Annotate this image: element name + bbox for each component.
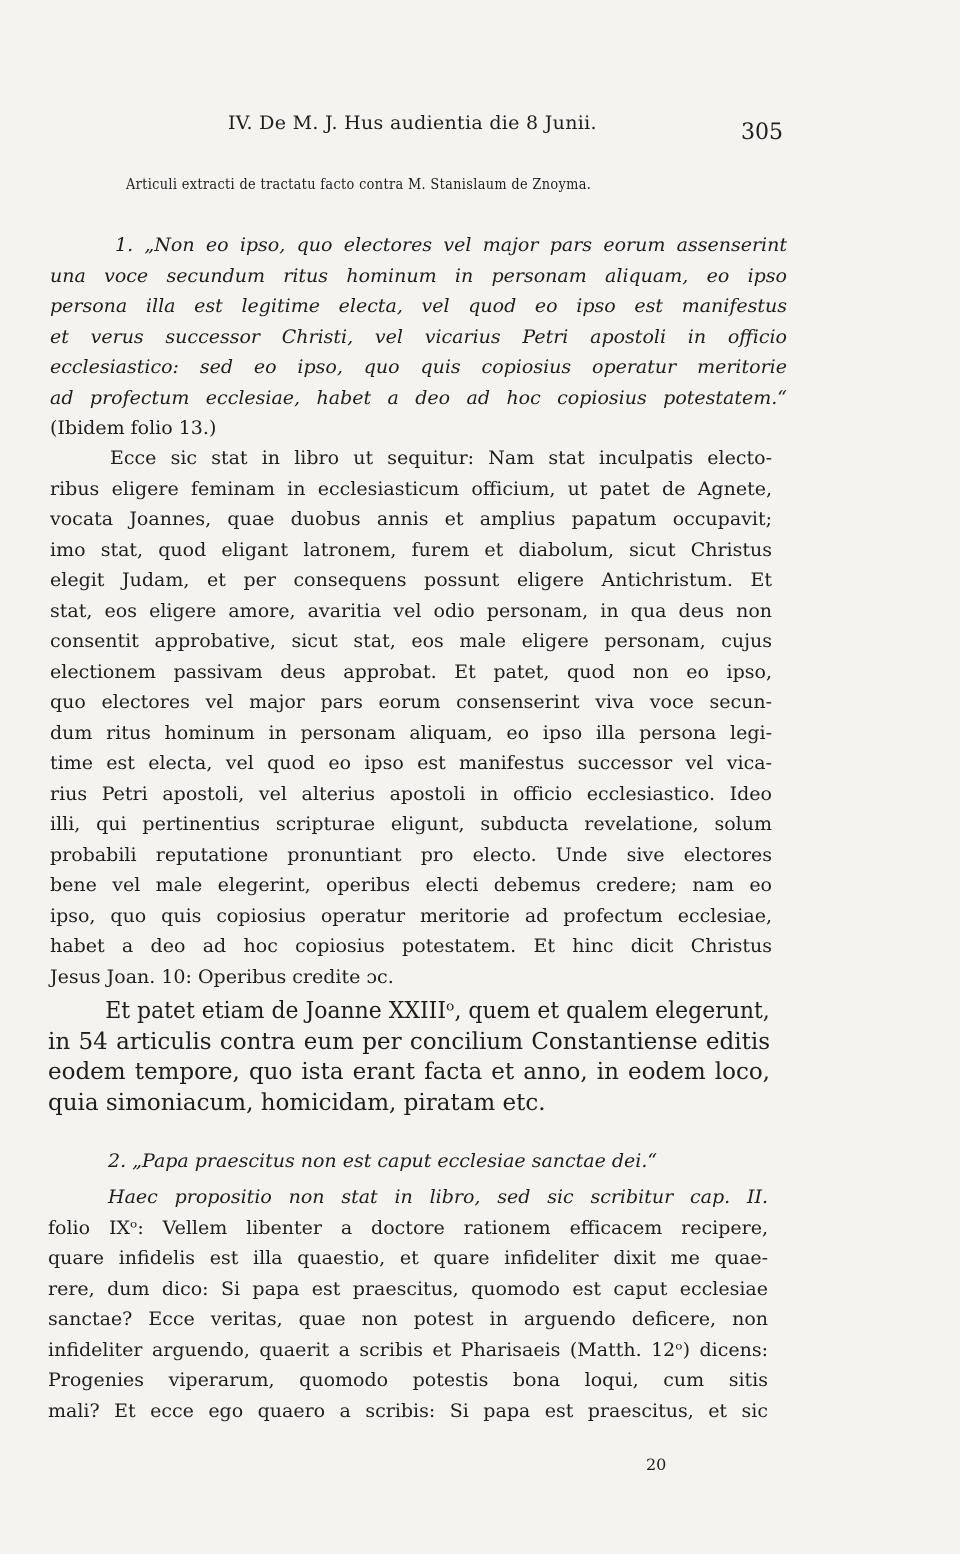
reply-line: vocata Joannes, quae duobus annis et amplius papatum occupavit; [50, 508, 772, 530]
reply-line: dum ritus hominum in personam aliquam, eo ipso illa persona legi- [50, 721, 772, 744]
reply-line: quare infidelis est illa quaestio, et quare infideliter dixit me quae- [48, 1247, 768, 1269]
quote-line: et verus successor Christi, vel vicarius Petri apostoli in officio [50, 325, 787, 348]
article-1-quote [50, 230, 787, 444]
quote-line: una voce secundum ritus hominum in personam aliquam, eo ipso [50, 264, 787, 287]
section-subtitle: Articuli extracti de tractatu facto contra M. Stanislaum de Znoyma. [126, 175, 592, 193]
reply-line: stat, eos eligere amore, avaritia vel odio personam, in qua deus non [50, 599, 772, 622]
article-2-reply [48, 1182, 768, 1426]
article-2-quote: 2. „Papa praescitus non est caput ecclesiae sanctae dei.“ [108, 1150, 658, 1172]
reply-line: Jesus Joan. 10: Operibus credite ɔc. [50, 965, 394, 988]
reply-line: electionem passivam deus approbat. Et patet, quod non eo ipso, [50, 660, 772, 683]
reply-line: ipso, quo quis copiosius operatur meritorie ad profectum ecclesiae, [50, 904, 772, 927]
reply-line: habet a deo ad hoc copiosius potestatem. Et hinc dicit Christus [50, 935, 772, 957]
reply-line: Ecce sic stat in libro ut sequitur: Nam stat inculpatis electo- [110, 447, 772, 469]
reply-line: folio IXᵒ: Vellem libenter a doctore rationem efficacem recipere, [48, 1216, 768, 1239]
reply-line: quo electores vel major pars eorum consenserint viva voce secun- [50, 691, 772, 713]
reply-line: elegit Judam, et per consequens possunt eligere Antichristum. Et [50, 569, 772, 591]
reply-line: rere, dum dico: Si papa est praescitus, quomodo est caput ecclesiae [48, 1277, 768, 1300]
quote-line: persona illa est legitime electa, vel quod eo ipso est manifestus [50, 295, 787, 317]
comment-line: quia simoniacum, homicidam, piratam etc. [48, 1089, 546, 1116]
article-1-comment [48, 996, 770, 1118]
article-1-reply [50, 443, 772, 992]
running-title: IV. De M. J. Hus audientia die 8 Junii. [228, 112, 597, 134]
signature-mark: 20 [646, 1455, 667, 1474]
quote-line: 1. „Non eo ipso, quo electores vel major pars eorum assenserint [115, 234, 787, 256]
reply-line: Progenies viperarum, quomodo potestis bona loqui, cum sitis [48, 1369, 768, 1391]
quote-source: (Ibidem folio 13.) [50, 417, 217, 439]
reply-line: consentit approbative, sicut stat, eos male eligere personam, cujus [50, 630, 772, 652]
reply-line: Haec propositio non stat in libro, sed sic scribitur cap. II. [108, 1186, 768, 1208]
reply-line: bene vel male elegerint, operibus electi debemus credere; nam eo [50, 874, 772, 896]
comment-line: eodem tempore, quo ista erant facta et anno, in eodem loco, [48, 1059, 770, 1085]
reply-line: sanctae? Ecce veritas, quae non potest in arguendo deficere, non [48, 1308, 768, 1330]
comment-line: in 54 articulis contra eum per concilium Constantiense editis [48, 1028, 770, 1055]
reply-line: imo stat, quod eligant latronem, furem et diabolum, sicut Christus [50, 538, 772, 561]
reply-line: rius Petri apostoli, vel alterius apostoli in officio ecclesiastico. Ideo [50, 782, 772, 805]
quote-line: ad profectum ecclesiae, habet a deo ad hoc copiosius potestatem.“ [50, 386, 787, 409]
reply-line: ribus eligere feminam in ecclesiasticum officium, ut patet de Agnete, [50, 477, 772, 500]
reply-line: probabili reputatione pronuntiant pro electo. Unde sive electores [50, 843, 772, 866]
reply-line: time est electa, vel quod eo ipso est manifestus successor vel vica- [50, 752, 772, 774]
quote-line: ecclesiastico: sed eo ipso, quo quis copiosius operatur meritorie [50, 356, 787, 378]
reply-line: infideliter arguendo, quaerit a scribis et Pharisaeis (Matth. 12ᵒ) dicens: [48, 1338, 768, 1361]
page-number: 305 [741, 120, 783, 145]
reply-line: illi, qui pertinentius scripturae eligunt, subducta revelatione, solum [50, 813, 772, 835]
comment-line: Et patet etiam de Joanne XXIIIᵒ, quem et qualem elegerunt, [105, 998, 770, 1024]
reply-line: mali? Et ecce ego quaero a scribis: Si papa est praescitus, et sic [48, 1399, 768, 1422]
